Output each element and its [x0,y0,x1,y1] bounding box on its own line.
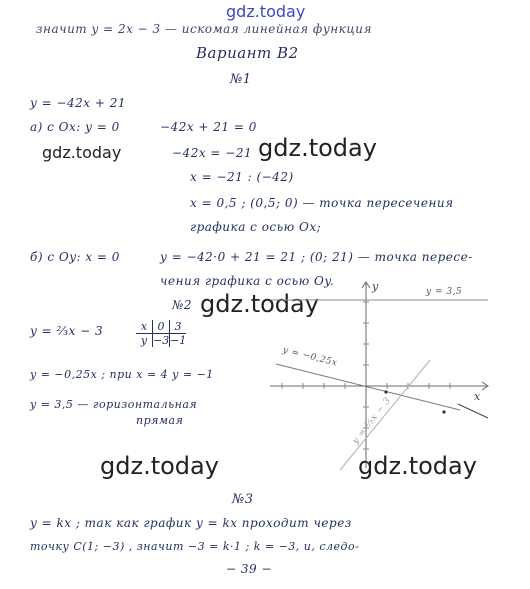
graph-axis-x-label: x [474,390,481,403]
equation-2c: y = 3,5 — горизонтальная [30,398,198,411]
graph-label-top: y = 3,5 [426,287,463,297]
watermark-bottom-right: gdz.today [358,452,477,480]
watermark-left-small: gdz.today [42,143,122,162]
watermark-top: gdz.today [226,2,306,21]
annotation-arrow [458,404,488,418]
table-y-val-2: −1 [170,334,187,347]
part-a-step-4: x = 0,5 ; (0,5; 0) — точка пересечения [190,196,454,210]
graph-axis-y-label: y [372,280,379,293]
task-3-heading: №3 [232,492,254,507]
table-y-header: y [136,334,153,347]
graph-label-diag: y = ⅔x − 3 [350,395,394,447]
point-marker-1 [442,410,445,413]
table-x-val-1: 0 [153,320,170,334]
part-b-label: б) с Oy: x = 0 [30,250,120,264]
equation-2c-cont: прямая [136,414,184,427]
graph-label-left: y = −0,25x [281,345,339,369]
line-y-neg-0-25x [276,364,460,410]
point-marker-2 [384,390,387,393]
part-a-label: а) с Ox: y = 0 [30,120,120,134]
page-number: − 39 − [226,562,273,576]
main-equation: y = −42x + 21 [30,96,127,110]
watermark-center-2: gdz.today [200,290,319,318]
part-a-step-1: −42x + 21 = 0 [160,120,257,134]
watermark-center-1: gdz.today [258,134,377,162]
equation-2a: y = ⅔x − 3 [30,324,104,338]
part-a-step-3: x = −21 : (−42) [190,170,294,184]
task-3-line-1: y = kx ; так как график y = kx проходит через [30,516,352,530]
table-y-val-1: −3 [153,334,170,347]
task-1-heading: №1 [230,72,252,87]
part-b-step-2: чения графика с осью Oy. [160,274,335,288]
task-2-heading: №2 [172,298,192,312]
table-x-val-2: 3 [170,320,186,334]
part-a-step-2: −42x = −21 [172,146,253,160]
equation-2b: y = −0,25x ; при x = 4 y = −1 [30,368,214,381]
part-b-step-1: y = −42·0 + 21 = 21 ; (0; 21) — точка пересе- [160,250,473,264]
variant-title: Вариант В2 [196,44,299,62]
task-3-line-2: точку C(1; −3) , значит −3 = k·1 ; k = −3, и, следо- [30,540,360,553]
intro-line: значит y = 2x − 3 — искомая линейная функция [36,22,372,36]
part-a-step-5: графика с осью Ox; [190,220,322,234]
table-x-header: x [136,320,153,334]
watermark-bottom-left: gdz.today [100,452,219,480]
